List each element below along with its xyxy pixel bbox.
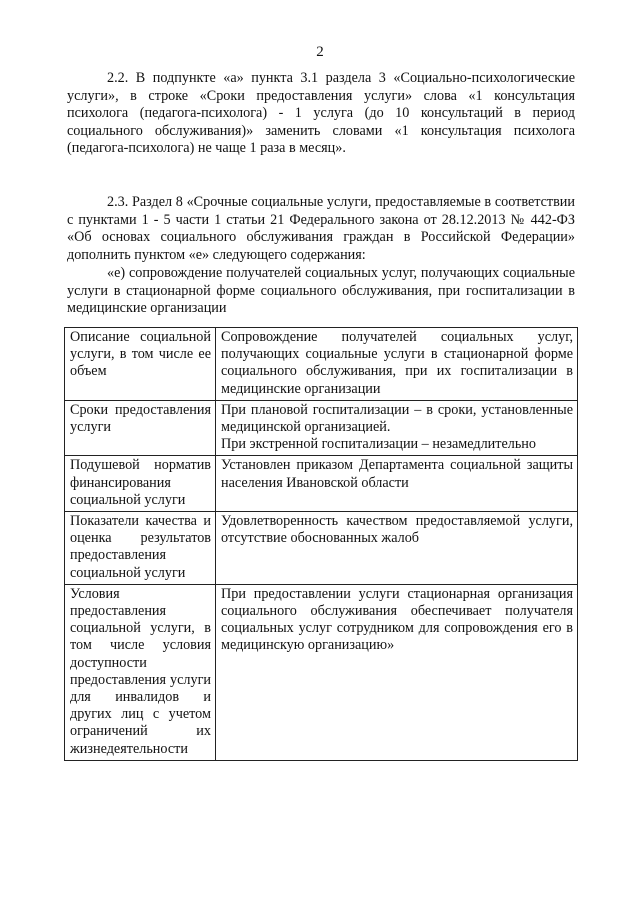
paragraph-2-3: 2.3. Раздел 8 «Срочные социальные услуги, предоставляемые в соответствии с пунктами 1 - 5 части 1 статьи 21 Федерального закона от 28.12.2013 № 442-ФЗ «Об основах социального обслуживания граждан в Российской Федерации» дополнить пунктом «е» следующего содержания: [67, 194, 575, 263]
row-value-quality: Удовлетворенность качеством предоставляемой услуги, отсутствие обоснованных жалоб [216, 512, 578, 585]
row-label-conditions: Условия предоставления социальной услуги, в том числе условия доступности предоставления услуги для инвалидов и других лиц с учетом ограничений их жизнедеятельности [65, 584, 216, 760]
row-value-description: Сопровождение получателей социальных услуг, получающих социальные услуги в стационарной форме социального обслуживания, при их госпитализации в медицинские организации [216, 328, 578, 401]
table-row [65, 456, 578, 512]
service-table [64, 327, 578, 761]
paragraph-item-e: «е) сопровождение получателей социальных услуг, получающих социальные услуги в стационарной форме социального обслуживания, при госпитализации в медицинские организации [67, 265, 575, 317]
row-label-terms: Сроки предоставления услуги [65, 400, 216, 456]
table-row [65, 584, 578, 760]
terms-planned: При плановой госпитализации – в сроки, установленные медицинской организацией. [221, 401, 573, 436]
table-row [65, 400, 578, 456]
table-row [65, 512, 578, 585]
row-value-financing: Установлен приказом Департамента социальной защиты населения Ивановской области [216, 456, 578, 512]
row-label-financing: Подушевой норматив финансирования социальной услуги [65, 456, 216, 512]
page-number: 2 [316, 44, 324, 60]
row-value-conditions: При предоставлении услуги стационарная организация социального обслуживания обеспечивает получателя социальных услуг сотрудником для сопровождения его в медицинскую организацию» [216, 584, 578, 760]
terms-emergency: При экстренной госпитализации – незамедлительно [221, 436, 536, 453]
row-label-description: Описание социальной услуги, в том числе ее объем [65, 328, 216, 401]
row-value-terms [216, 400, 578, 456]
table-row [65, 328, 578, 401]
paragraph-2-2: 2.2. В подпункте «а» пункта 3.1 раздела 3 «Социально-психологические услуги», в строке «Сроки предоставления услуги» слова «1 консультация психолога (педагога-психолога) - 1 услуга (до 10 консультаций в период социального обслуживания)» заменить словами «1 консультация психолога (педагога-психолога) не чаще 1 раза в месяц». [67, 70, 575, 157]
row-label-quality: Показатели качества и оценка результатов предоставления социальной услуги [65, 512, 216, 585]
